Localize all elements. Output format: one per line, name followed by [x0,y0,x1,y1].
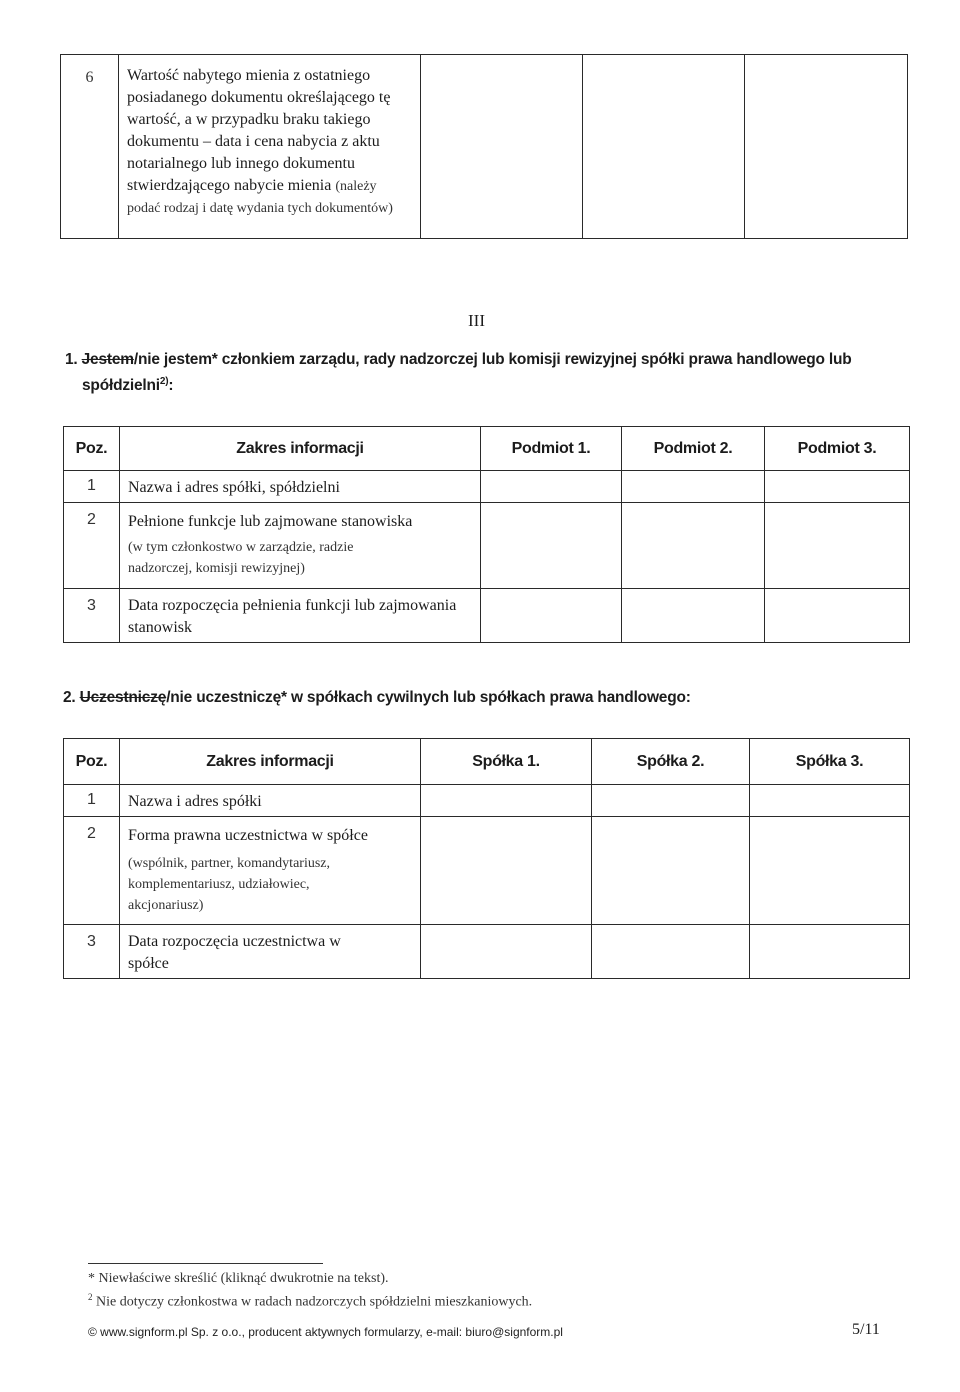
entity-1-cell[interactable] [481,503,622,589]
page-number: 5/11 [852,1321,880,1338]
section1-struck-option[interactable]: Jestem [81,351,134,368]
header-poz: Poz. [64,739,120,785]
company-3-cell[interactable] [750,925,910,979]
row-note: (w tym członkostwo w zarządzie, radzie nadzorczej, komisji rewizyjnej) [128,540,354,576]
entity-2-cell[interactable] [622,589,765,643]
table-row-label [120,503,481,589]
row-number: 6 [61,55,119,239]
entity-3-cell[interactable] [765,589,910,643]
section2-text: /nie uczestniczę* w spółkach cywilnych lub spółkach prawa handlowego: [166,689,691,706]
section2-struck-option[interactable]: Uczestniczę [79,689,167,706]
value-cell-2[interactable] [583,55,745,239]
table-row-number: 1 [64,471,120,503]
section2-statement [63,689,691,707]
partnerships-table [63,738,910,979]
company-2-cell[interactable] [592,817,750,925]
company-1-cell[interactable] [421,785,592,817]
company-3-cell[interactable] [750,785,910,817]
section1-colon: : [168,377,174,395]
table-row-label [120,817,421,925]
row-label-text: Pełnione funkcje lub zajmowane stanowiska [128,513,413,530]
description-paren-1: (należy [335,179,377,194]
company-roles-table [63,426,910,643]
table-row-number: 3 [64,925,120,979]
footnote-2 [88,1292,532,1311]
header-company-3: Spółka 3. [750,739,910,785]
section1-statement [65,351,910,369]
company-2-cell[interactable] [592,785,750,817]
entity-1-cell[interactable] [481,471,622,503]
company-2-cell[interactable] [592,925,750,979]
entity-1-cell[interactable] [481,589,622,643]
section1-line2-text: spółdzielni [82,377,160,395]
value-cell-3[interactable] [745,55,908,239]
description-text: Wartość nabytego mienia z ostatniego posiadanego dokumentu określającego tę wartość, a w przypadku braku takiego dokumentu – data i cena nabycia z aktu notarialnego lub innego dokumentu stwierdzającego nabycie mienia [127,67,391,194]
value-cell-1[interactable] [421,55,583,239]
footnote-separator [88,1263,323,1264]
section1-number: 1. [65,351,78,368]
header-entity-2: Podmiot 2. [622,427,765,471]
company-3-cell[interactable] [750,817,910,925]
table-row-number: 2 [64,503,120,589]
description-paren-2: podać rodzaj i datę wydania tych dokumentów) [127,201,393,216]
entity-3-cell[interactable] [765,471,910,503]
header-poz: Poz. [64,427,120,471]
footnote-2-mark: 2 [88,1292,93,1302]
copyright-line: © www.signform.pl Sp. z o.o., producent aktywnych formularzy, e-mail: biuro@signform.pl [88,1325,563,1339]
table-row-number: 2 [64,817,120,925]
footnote-1: * Niewłaściwe skreślić (kliknąć dwukrotnie na tekst). [88,1271,389,1286]
header-entity-1: Podmiot 1. [481,427,622,471]
section1-statement-line2 [82,376,173,395]
section1-text: /nie jestem* członkiem zarządu, rady nadzorczej lub komisji rewizyjnej spółki prawa handlowego lub [133,351,852,368]
table-row-label: Data rozpoczęcia uczestnictwa w spółce [120,925,421,979]
company-1-cell[interactable] [421,817,592,925]
entity-2-cell[interactable] [622,471,765,503]
table-row-number: 1 [64,785,120,817]
table-row-label: Nazwa i adres spółki, spółdzielni [120,471,481,503]
entity-2-cell[interactable] [622,503,765,589]
footnote-ref-2: 2) [159,376,169,387]
header-scope: Zakres informacji [120,739,421,785]
asset-value-table [60,54,908,239]
header-scope: Zakres informacji [120,427,481,471]
row-label-text: Forma prawna uczestnictwa w spółce [128,827,368,844]
section-heading: III [468,311,485,330]
header-company-2: Spółka 2. [592,739,750,785]
table-row-number: 3 [64,589,120,643]
table-row-label: Data rozpoczęcia pełnienia funkcji lub zajmowania stanowisk [120,589,481,643]
header-company-1: Spółka 1. [421,739,592,785]
entity-3-cell[interactable] [765,503,910,589]
header-entity-3: Podmiot 3. [765,427,910,471]
table-row-label: Nazwa i adres spółki [120,785,421,817]
company-1-cell[interactable] [421,925,592,979]
row-note: (wspólnik, partner, komandytariusz, komplementariusz, udziałowiec, akcjonariusz) [128,856,331,913]
footnote-2-text: Nie dotyczy członkostwa w radach nadzorczych spółdzielni mieszkaniowych. [96,1294,533,1310]
row-description [119,55,421,239]
section2-number: 2. [63,689,76,706]
